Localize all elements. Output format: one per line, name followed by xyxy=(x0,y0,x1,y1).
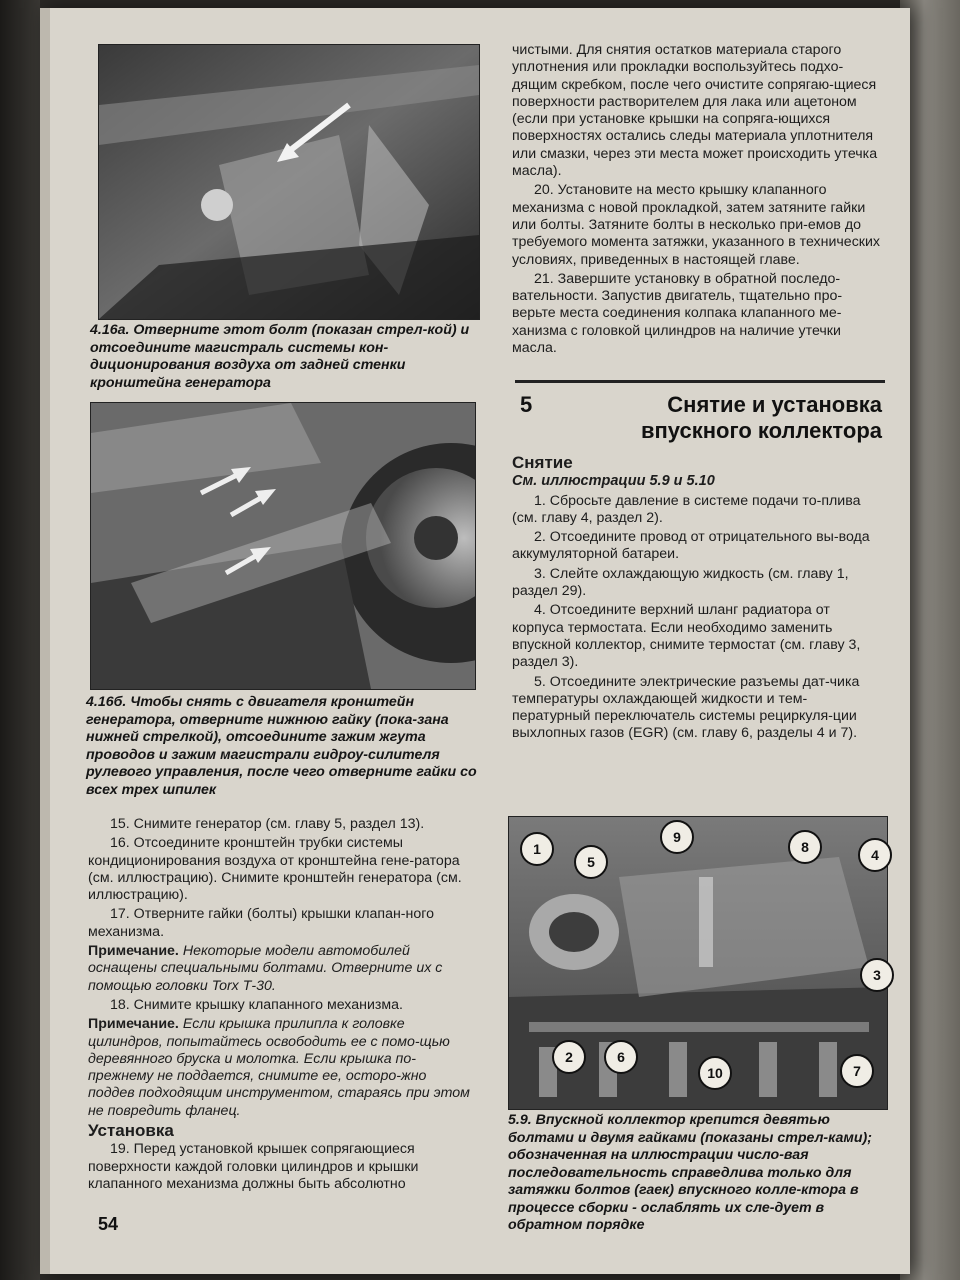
note-1-label: Примечание. xyxy=(88,943,179,960)
install-heading: Установка xyxy=(88,1121,174,1141)
right-column-removal-text xyxy=(512,454,884,745)
note-1 xyxy=(88,943,476,995)
paragraph-20: 20. Установите на место крышку клапанного механизма с новой прокладкой, затем затяните гайки или болты. Затяните болты в несколько при-емов до требуемого момента затяжки, указанного в технических условиях, приведенных в настоящей главе. xyxy=(512,182,881,268)
paragraph-15: 15. Снимите генератор (см. главу 5, раздел 13). xyxy=(110,816,425,832)
callout-3: 3 xyxy=(860,958,894,992)
paragraph-21: 21. Завершите установку в обратной последо-вательности. Запустив двигатель, тщательно про-верьте места соединения колпака клапанного ме-ханизма с головкой цилиндров на наличие утечки масла. xyxy=(512,270,843,357)
step-2: 2. Отсоедините провод от отрицательного вы-вода аккумуляторной батареи. xyxy=(512,529,870,563)
callout-4: 4 xyxy=(858,838,892,872)
right-column-top-text xyxy=(512,42,884,359)
caption-4-16a: 4.16а. Отверните этот болт (показан стрел-кой) и отсоедините магистраль системы кон-диционирования воздуха от задней стенки кронштейна генератора xyxy=(90,322,470,391)
callout-10: 10 xyxy=(698,1056,732,1090)
paragraph-17: 17. Отверните гайки (болты) крышки клапан-ного механизма. xyxy=(88,906,435,940)
background-edge-left xyxy=(0,0,40,1280)
caption-5-9: 5.9. Впускной коллектор крепится девятью болтами и двумя гайками (показаны стрел-ками); обозначенная на иллюстрации число-вая последовательность справедлива только для затяжки болтов (гаек) впускного колле-ктора в процессе сборки - ослаблять их сле-дует в обратном порядке xyxy=(508,1112,872,1233)
callout-5: 5 xyxy=(574,845,608,879)
step-1: 1. Сбросьте давление в системе подачи то-плива (см. главу 4, раздел 2). xyxy=(512,492,861,526)
paragraph-18: 18. Снимите крышку клапанного механизма. xyxy=(110,996,403,1013)
step-4: 4. Отсоедините верхний шланг радиатора от корпуса термостата. Если необходимо заменить впускной коллектор, снимите термостат (см. главу 3, раздел 3). xyxy=(512,602,861,671)
note-2 xyxy=(88,1016,476,1120)
caption-4-16b: 4.16б. Чтобы снять с двигателя кронштейн генератора, отверните нижнюю гайку (пока-зана нижней стрелкой), отсоедините зажим жгута проводов и зажим магистрали гидроу-силителя рулевого управления, после чего отверните гайки со всех трех шпилек xyxy=(86,694,477,798)
note-1-text: Некоторые модели автомобилей оснащены специальными болтами. Отверните их с помощью головки Torx Т-30. xyxy=(88,943,443,994)
photo-4-16b xyxy=(90,402,476,690)
page-number: 54 xyxy=(98,1214,119,1234)
note-2-label: Примечание. xyxy=(88,1016,179,1033)
photo-4-16a-image xyxy=(99,45,479,319)
callout-7: 7 xyxy=(840,1054,874,1088)
paragraph-19: 19. Перед установкой крышек сопрягающиеся поверхности каждой головки цилиндров и крышки клапанного механизма должны быть абсолютно xyxy=(88,1141,419,1192)
callout-8: 8 xyxy=(788,830,822,864)
step-5: 5. Отсоедините электрические разъемы дат-чика температуры охлаждающей жидкости и тем-пературный переключатель системы рециркуля-ции выхлопных газов (EGR) (см. главу 6, разделы 4 и 7). xyxy=(512,673,860,742)
paragraph-16: 16. Отсоедините кронштейн трубки системы кондиционирования воздуха от кронштейна гене-ратора (см. иллюстрацию). Снимите кронштейн генератора (см. иллюстрацию). xyxy=(88,835,462,904)
section-title: Снятие и установка впускного коллектора xyxy=(640,392,882,443)
callout-9: 9 xyxy=(660,820,694,854)
note-2-text: Если крышка прилипла к головке цилиндров, попытайтесь освободить ее с помо-щью деревянного бруска и молотка. Если крышка по-прежнему не поддается, снимите ее, осторо-жно поддев подходящим инструментом, стараясь при этом не повредить фланец. xyxy=(88,1016,470,1119)
removal-heading: Снятие xyxy=(512,453,573,472)
callout-2: 2 xyxy=(552,1040,586,1074)
paragraph-19-continued: чистыми. Для снятия остатков материала старого уплотнения или прокладки воспользуйтесь подхо-дящим скребком, после чего очистите сопрягаю-щиеся поверхности растворителем для лака или ацетоном (если при установке крышки на сопряга-ющихся поверхностях остались следы материала уплотнителя или смазки, через эти места может происходить утечка масла). xyxy=(512,42,878,180)
section-number: 5 xyxy=(520,392,533,417)
left-column-text xyxy=(88,816,476,1195)
removal-reference: См. иллюстрации 5.9 и 5.10 xyxy=(512,473,715,490)
section-divider xyxy=(515,380,885,383)
callout-1: 1 xyxy=(520,832,554,866)
step-3: 3. Слейте охлаждающую жидкость (см. главу 1, раздел 29). xyxy=(512,565,849,600)
photo-4-16b-image xyxy=(91,403,475,689)
photo-4-16a xyxy=(98,44,480,320)
callout-6: 6 xyxy=(604,1040,638,1074)
